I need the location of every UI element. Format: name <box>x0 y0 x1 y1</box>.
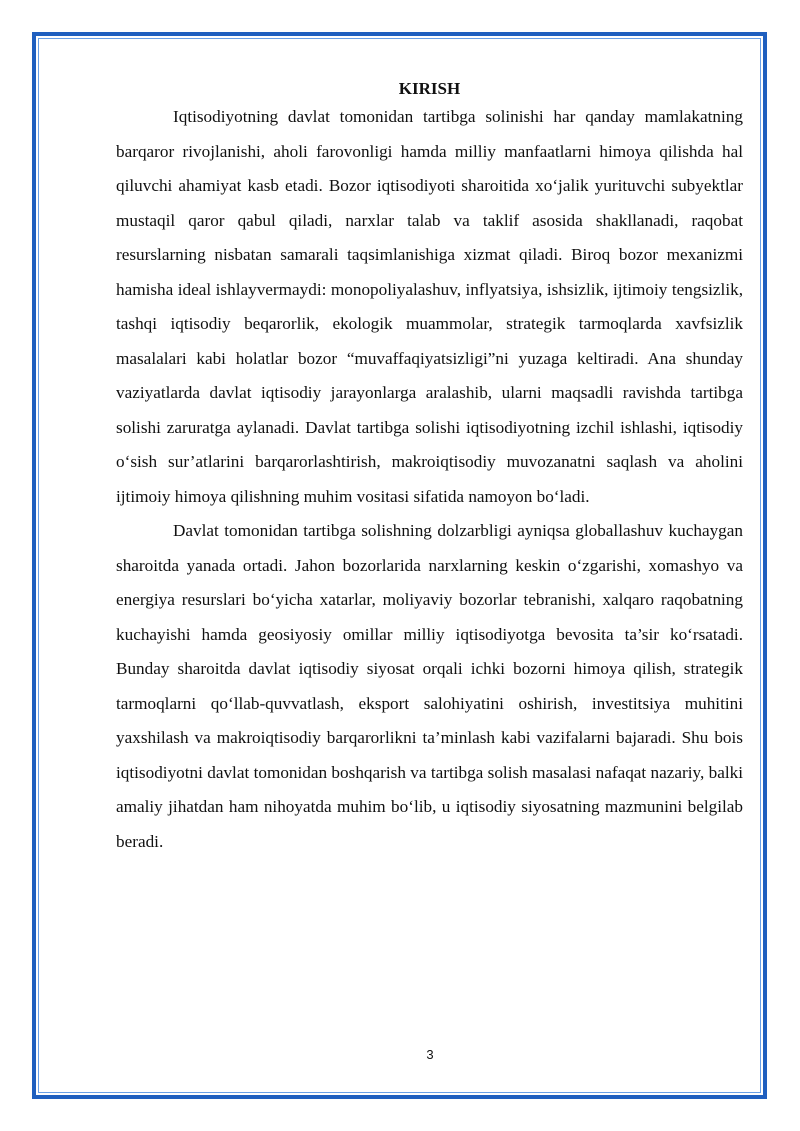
paragraph-1: Iqtisodiyotning davlat tomonidan tartibga solinishi har qanday mamlakatning barqaror rivojlanishi, aholi farovonligi hamda milliy manfaatlarni himoya qilishda hal qiluvchi ahamiyat kasb etadi. Bozor iqtisodiyoti sharoitida xo‘jalik yurituvchi subyektlar mustaqil qaror qabul qiladi, narxlar talab va taklif asosida shakllanadi, raqobat resurslarning nisbatan samarali taqsimlanishiga xizmat qiladi. Biroq bozor mexanizmi hamisha ideal ishlayvermaydi: monopoliyalashuv, inflyatsiya, ishsizlik, ijtimoiy tengsizlik, tashqi iqtisodiy beqarorlik, ekologik muammolar, strategik tarmoqlarda xavfsizlik masalalari kabi holatlar bozor “muvaffaqiyatsizligi”ni yuzaga keltiradi. Ana shunday vaziyatlarda davlat iqtisodiy jarayonlarga aralashib, ularni maqsadli ravishda tartibga solishi zaruratga aylanadi. Davlat tartibga solishi iqtisodiyotning izchil ishlashi, iqtisodiy o‘sish sur’atlarini barqarorlashtirish, makroiqtisodiy muvozanatni saqlash va aholini ijtimoiy himoya qilishning muhim vositasi sifatida namoyon bo‘ladi. <box>116 107 743 506</box>
page-content <box>116 78 743 859</box>
page-number: 3 <box>426 1047 434 1062</box>
section-title: KIRISH <box>398 79 461 98</box>
paragraph-2: Davlat tomonidan tartibga solishning dolzarbligi ayniqsa globallashuv kuchaygan sharoitda yanada ortadi. Jahon bozorlarida narxlarning keskin o‘zgarishi, xomashyo va energiya resurslari bo‘yicha xatarlar, moliyaviy bozorlar tebranishi, xalqaro raqobatning kuchayishi hamda geosiyosiy omillar milliy iqtisodiyotga bevosita ta’sir ko‘rsatadi. Bunday sharoitda davlat iqtisodiy siyosat orqali ichki bozorni himoya qilish, strategik tarmoqlarni qo‘llab-quvvatlash, eksport salohiyatini oshirish, investitsiya muhitini yaxshilash va makroiqtisodiy barqarorlikni ta’minlash kabi vazifalarni bajaradi. Shu bois iqtisodiyotni davlat tomonidan boshqarish va tartibga solish masalasi nafaqat nazariy, balki amaliy jihatdan ham nihoyatda muhim bo‘lib, u iqtisodiy siyosatning mazmunini belgilab beradi. <box>116 521 743 851</box>
